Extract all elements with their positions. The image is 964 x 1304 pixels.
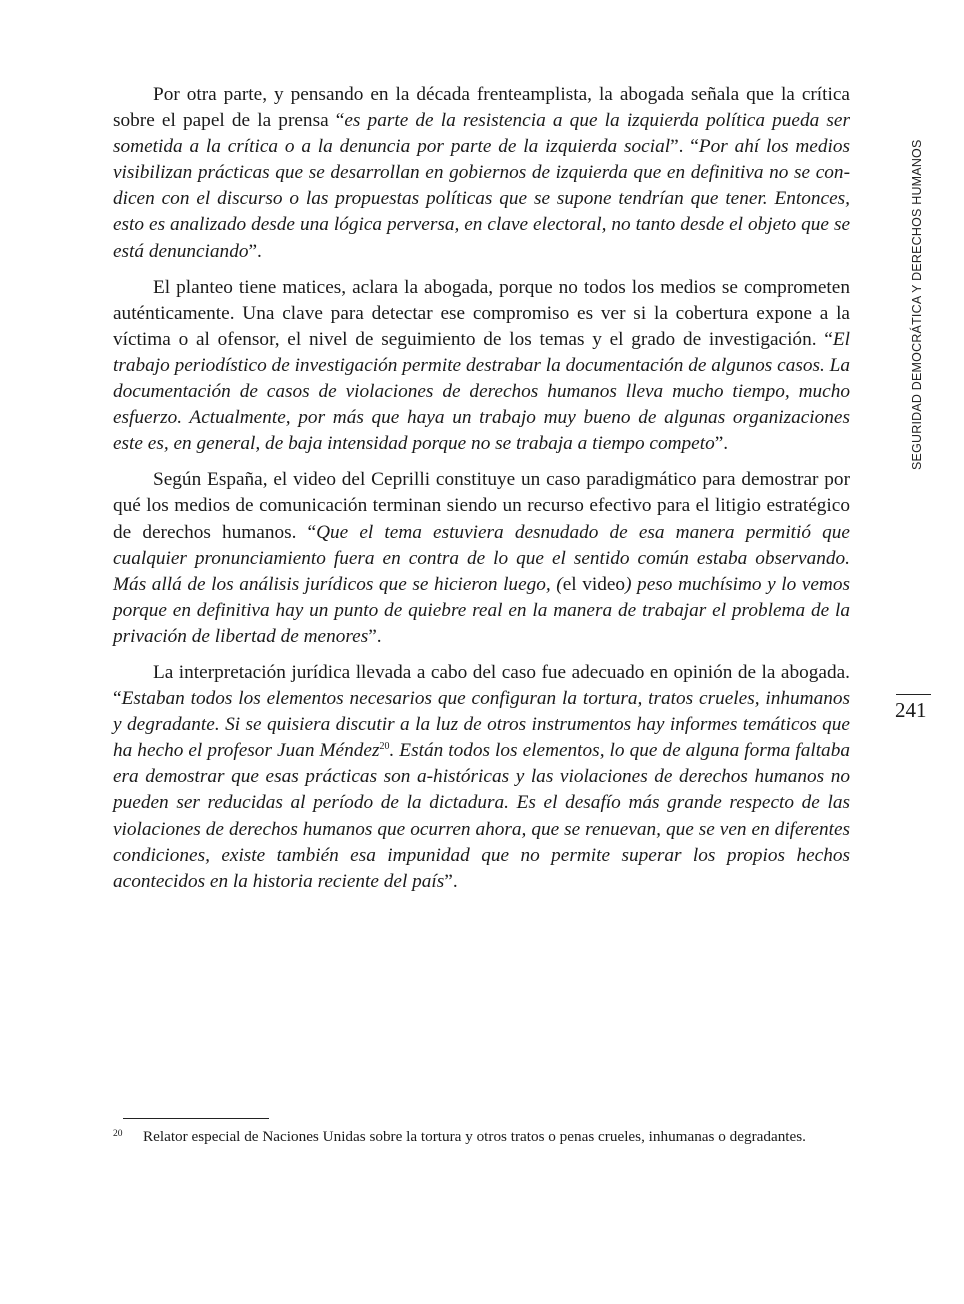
body-text bbox=[113, 82, 850, 895]
quote-text: Que el tema estuviera desnudado de esa manera permitió que cualquier pronunciamiento fuera en contra de lo que el sentido común estaba observando. Más allá de los análisis jurídicos que se hicieron luego, ( bbox=[113, 521, 850, 595]
page-number-rule bbox=[896, 694, 931, 695]
paragraph-text: ”. bbox=[444, 870, 458, 892]
footnote-text: Relator especial de Naciones Unidas sobre la tortura y otros tratos o penas crueles, inhumanas o degradantes. bbox=[143, 1128, 806, 1145]
running-head: SEGURIDAD DEMOCRÁTICA Y DERECHOS HUMANOS bbox=[910, 139, 924, 470]
paragraph-4 bbox=[113, 660, 850, 895]
quote-text: Estaban todos los elementos necesarios que configuran la tortura, tratos crueles, inhumanos y degradante. Si se quisiera discutir a la luz de otros instrumentos hay informes temáticos que ha hecho el profesor Juan Méndez bbox=[113, 688, 850, 762]
quote-text: El trabajo periodístico de investigación permite destrabar la documentación de algunos casos. La documentación de casos de violaciones de derechos humanos lleva mucho tiempo, mucho esfuerzo. Actualmente, por más que haya un trabajo muy bueno de algunas organizaciones este es, en general, de baja intensidad porque no se trabaja a tiempo competo bbox=[113, 328, 850, 455]
footnote-separator bbox=[123, 1118, 269, 1119]
paragraph-text: La interpretación jurídica llevada a cabo del caso fue adecuado en opinión de la abogada. “ bbox=[113, 661, 850, 710]
footnote-reference[interactable]: 20 bbox=[379, 741, 390, 753]
paragraph-text: ”. “ bbox=[670, 136, 699, 158]
paragraph-text: Por otra parte, y pensando en la década frenteamplista, la abogada señala que la crítica sobre el papel de la prensa “ bbox=[113, 84, 850, 132]
paragraph-text: Según España, el video del Ceprilli constituye un caso paradigmático para demostrar por qué los medios de comunicación terminan siendo un recurso efectivo para el litigio estratégico de derechos humanos. “ bbox=[113, 469, 850, 543]
paragraph-1 bbox=[113, 82, 850, 265]
quote-text: . Están todos los elementos, lo que de alguna forma faltaba era demostrar que esas prácticas son a-históricas y las violaciones de derechos humanos no pueden ser reducidas al período de la dictadura. Es el desafío más grande respecto de las violaciones de derechos humanos que ocurren ahora, que se renuevan, que se ven en diferentes condiciones, existe también esa impunidad que no permite superar los propios hechos acontecidos en la historia reciente del país bbox=[113, 740, 850, 892]
quote-text: Por ahí los medios visibilizan prácticas que se desarrollan en gobiernos de izquierda que en definitiva no se condicen con el discurso o las propuestas políticas que se supone tendrían que tener. Entonces, esto es analizado desde una lógica perversa, en clave electoral, no tanto desde el objeto que se está denunciando bbox=[113, 136, 850, 262]
quote-text: ) peso muchísimo y lo vemos porque en definitiva hay un punto de quiebre real en la manera de trabajar el problema de la privación de libertad de menores bbox=[113, 573, 850, 647]
paragraph-2 bbox=[113, 275, 850, 458]
paragraph-3 bbox=[113, 467, 850, 650]
paragraph-text: ”. bbox=[368, 625, 382, 647]
footnote: 20 Relator especial de Naciones Unidas sobre la tortura y otros tratos o penas crueles, inhumanas o degradantes. bbox=[113, 1128, 806, 1145]
paragraph-text: el video bbox=[562, 573, 626, 595]
quote-text: es parte de la resistencia a que la izquierda política pueda ser sometida a la crítica o a la denuncia por parte de la izquierda social bbox=[113, 110, 850, 158]
paragraph-text: ”. bbox=[714, 433, 729, 455]
paragraph-text: ”. bbox=[248, 240, 262, 262]
paragraph-text: El planteo tiene matices, aclara la abogada, porque no todos los medios se comprometen auténticamente. Una clave para detectar ese compromiso es ver si la cobertura expone a la víctima o al ofensor, el nivel de seguimiento de los temas y el grado de investigación. “ bbox=[113, 276, 850, 350]
page-number: 241 bbox=[895, 698, 927, 722]
